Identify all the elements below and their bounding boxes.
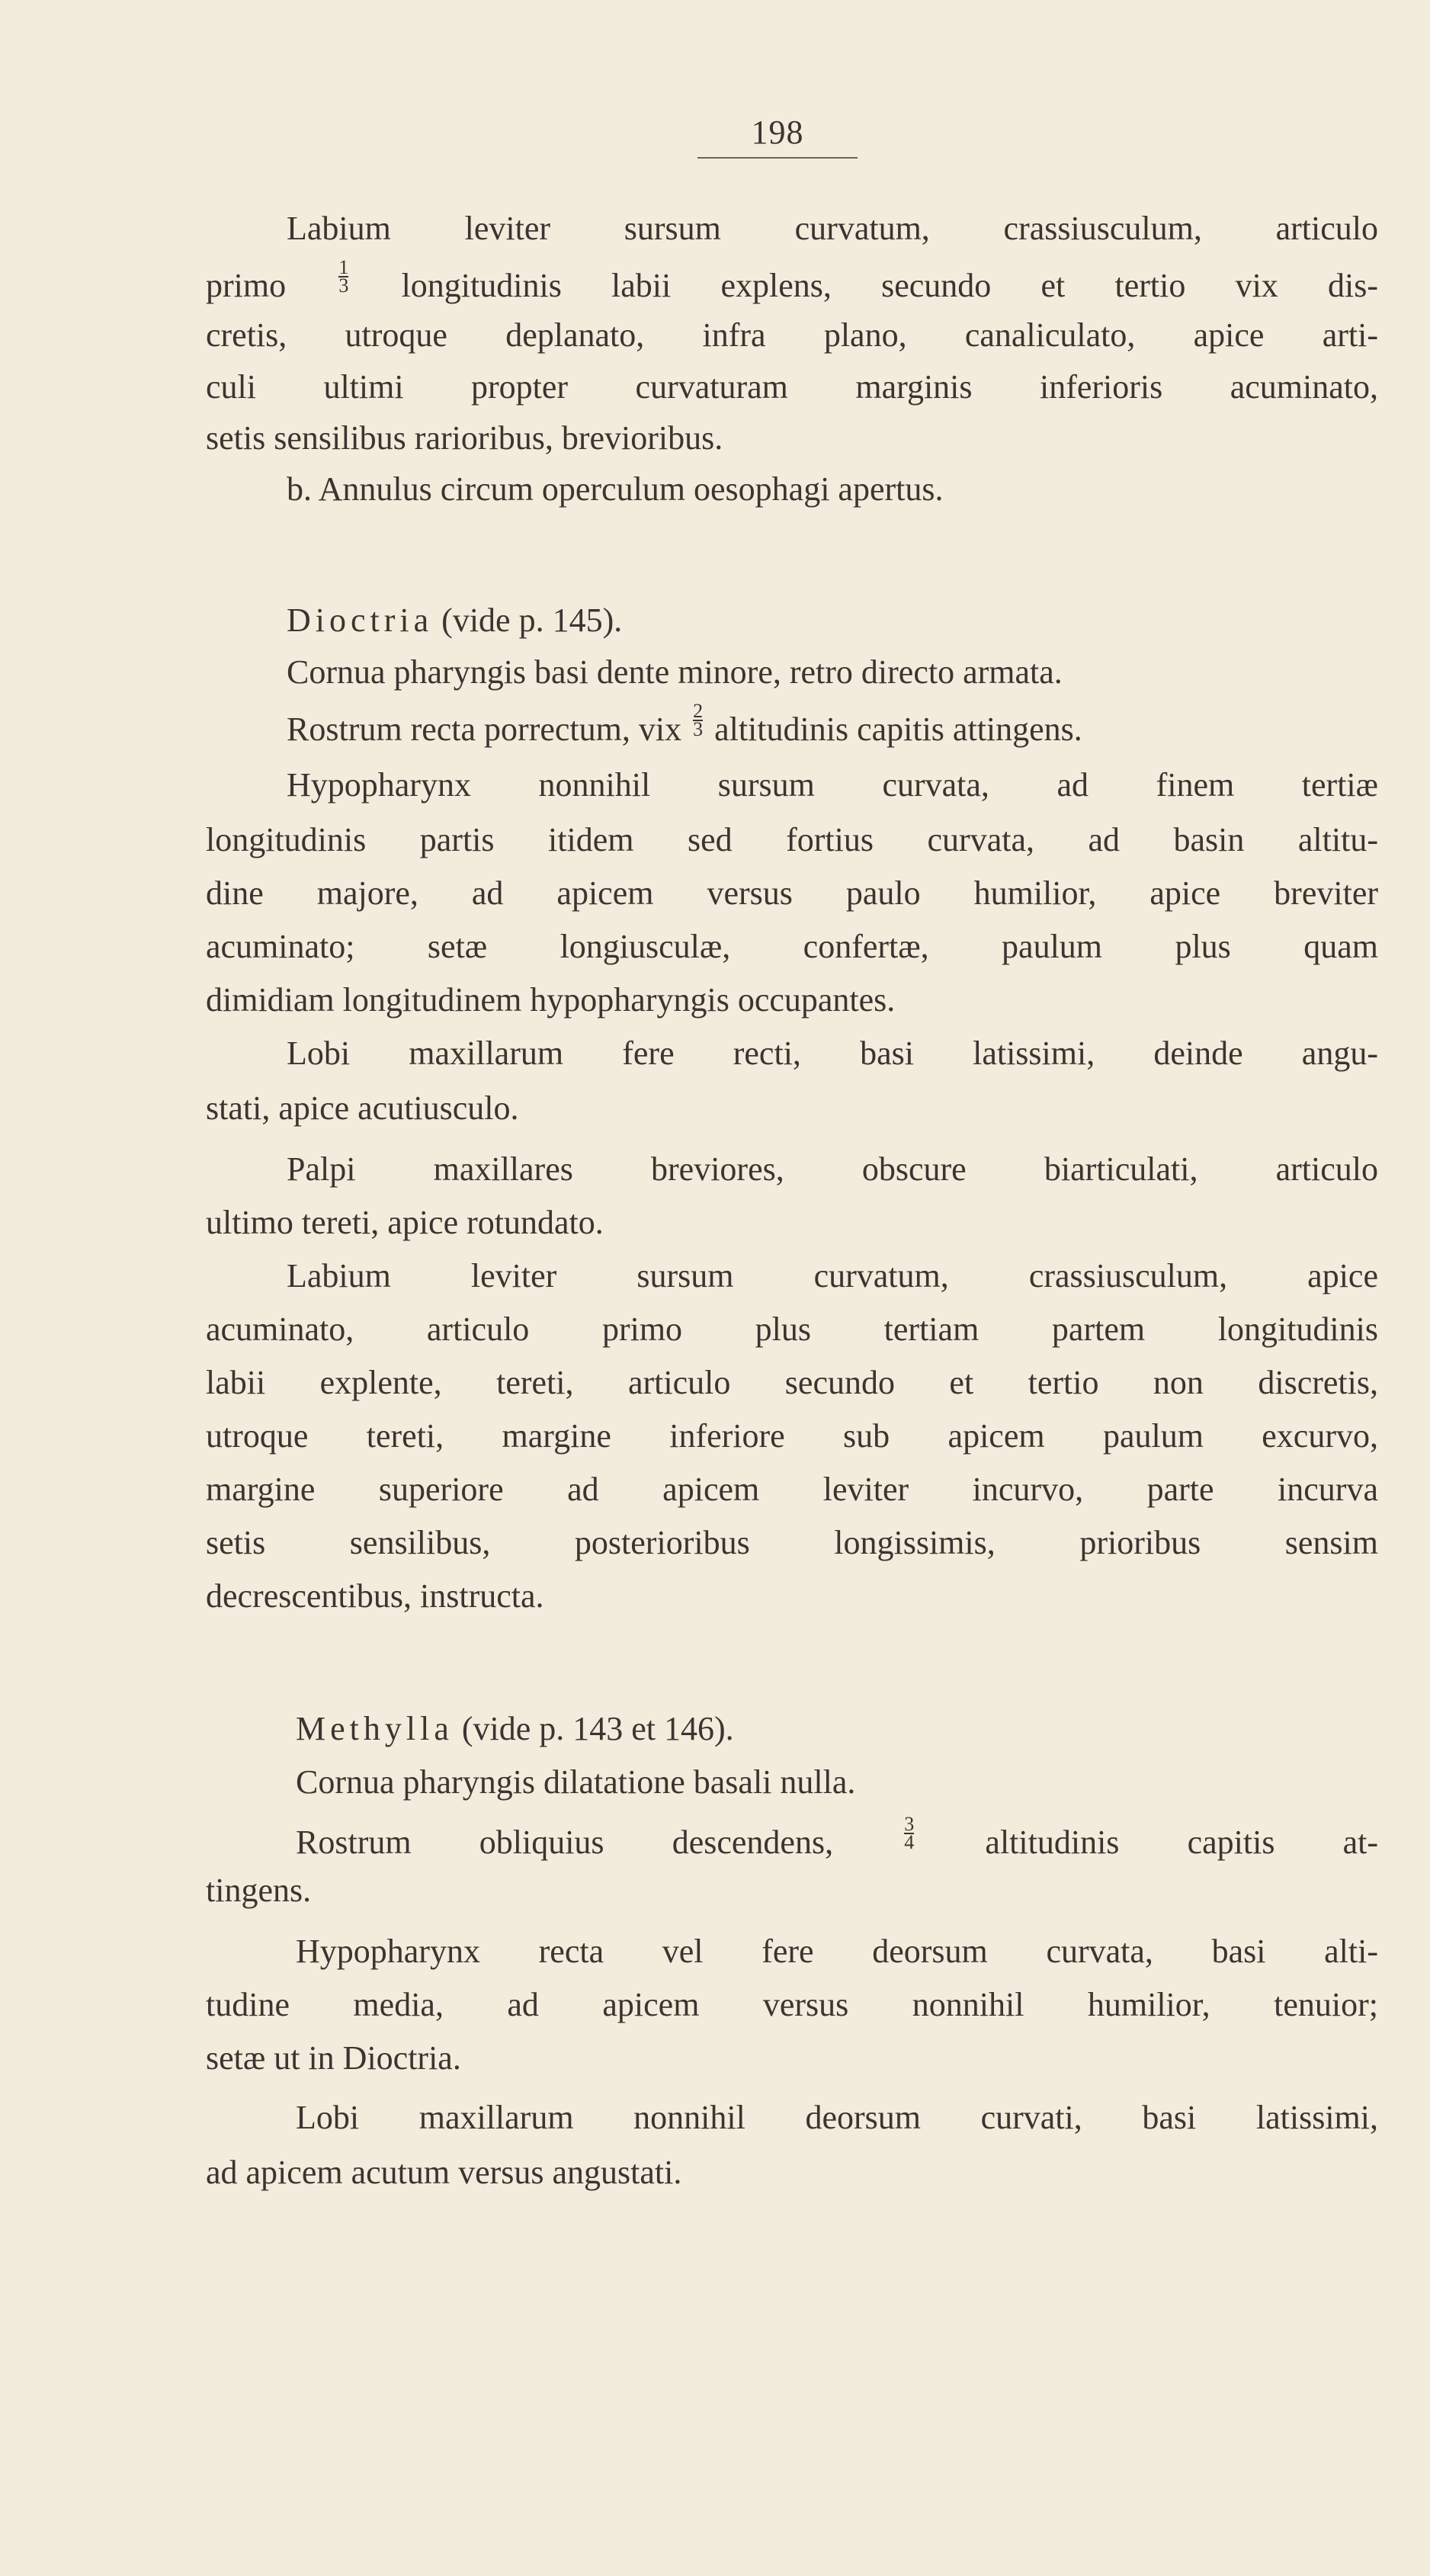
text-fragment: longitudinis labii explens, secundo et tertio vix dis- [401,267,1379,304]
fraction-numerator: 3 [904,1813,915,1835]
text-line: Lobi maxillarum nonnihil deorsum curvati, basi latissimi, [296,2099,1378,2136]
text-fragment: primo [206,267,287,304]
fraction-numerator: 2 [693,700,704,722]
page-number: 198 [697,114,858,159]
text-line: tingens. [206,1872,312,1909]
text-line: Labium leviter sursum curvatum, crassiusculum, apice [287,1257,1378,1294]
text-line [296,1813,1379,1864]
text-line: acuminato, articulo primo plus tertiam partem longitudinis [206,1310,1378,1348]
text-line: labii explente, tereti, articulo secundo et tertio non discretis, [206,1364,1378,1401]
text-line: setis sensilibus rarioribus, brevioribus. [206,419,723,457]
genus-name: Dioctria [287,601,434,639]
fraction [904,1813,915,1853]
text-line: longitudinis partis itidem sed fortius curvata, ad basin altitu- [206,821,1378,858]
fraction-denominator: 4 [904,1831,915,1853]
text-fragment: Rostrum recta porrectum, vix [287,711,682,748]
fraction-denominator: 3 [693,718,704,740]
section-heading-methylla [296,1708,734,1750]
text-line [206,256,1379,307]
text-line: Labium leviter sursum curvatum, crassiusculum, articulo [287,210,1378,247]
text-line: acuminato; setæ longiusculæ, confertæ, paulum plus quam [206,928,1378,965]
text-line: tudine media, ad apicem versus nonnihil humilior, tenuior; [206,1986,1378,2023]
fraction [693,700,704,740]
text-line: culi ultimi propter curvaturam marginis inferioris acuminato, [206,368,1378,406]
text-line: stati, apice acutiusculo. [206,1089,519,1127]
text-line: dimidiam longitudinem hypopharyngis occupantes. [206,981,896,1019]
text-line: setæ ut in Dioctria. [206,2039,461,2077]
genus-name: Methylla [296,1710,454,1747]
heading-reference: (vide p. 143 et 146). [461,1710,734,1747]
text-line: Cornua pharyngis basi dente minore, retro directo armata. [287,653,1063,691]
text-line: margine superiore ad apicem leviter incurvo, parte incurva [206,1471,1378,1508]
text-line: setis sensilibus, posterioribus longissimis, prioribus sensim [206,1524,1378,1561]
text-line: cretis, utroque deplanato, infra plano, canaliculato, apice arti- [206,316,1378,354]
text-line: dine majore, ad apicem versus paulo humilior, apice breviter [206,874,1378,912]
text-fragment: Rostrum obliquius descendens, [296,1824,834,1861]
text-fragment: altitudinis capitis at- [985,1824,1379,1861]
fraction [338,256,349,297]
text-line [287,700,1082,751]
fraction-denominator: 3 [338,274,349,297]
section-heading-dioctria [287,599,622,642]
text-line: Cornua pharyngis dilatatione basali nulla. [296,1763,856,1801]
text-line: ad apicem acutum versus angustati. [206,2154,682,2191]
text-line: Lobi maxillarum fere recti, basi latissimi, deinde angu- [287,1035,1378,1072]
text-line: b. Annulus circum operculum oesophagi apertus. [287,470,944,508]
text-line: ultimo tereti, apice rotundato. [206,1204,604,1241]
text-line: decrescentibus, instructa. [206,1577,544,1615]
text-line: utroque tereti, margine inferiore sub apicem paulum excurvo, [206,1417,1378,1455]
text-fragment: altitudinis capitis attingens. [714,711,1082,748]
heading-reference: (vide p. 145). [441,601,623,639]
text-line: Hypopharynx recta vel fere deorsum curvata, basi alti- [296,1933,1378,1970]
fraction-numerator: 1 [338,256,349,278]
text-line: Hypopharynx nonnihil sursum curvata, ad finem tertiæ [287,766,1378,804]
text-line: Palpi maxillares breviores, obscure biarticulati, articulo [287,1150,1378,1188]
